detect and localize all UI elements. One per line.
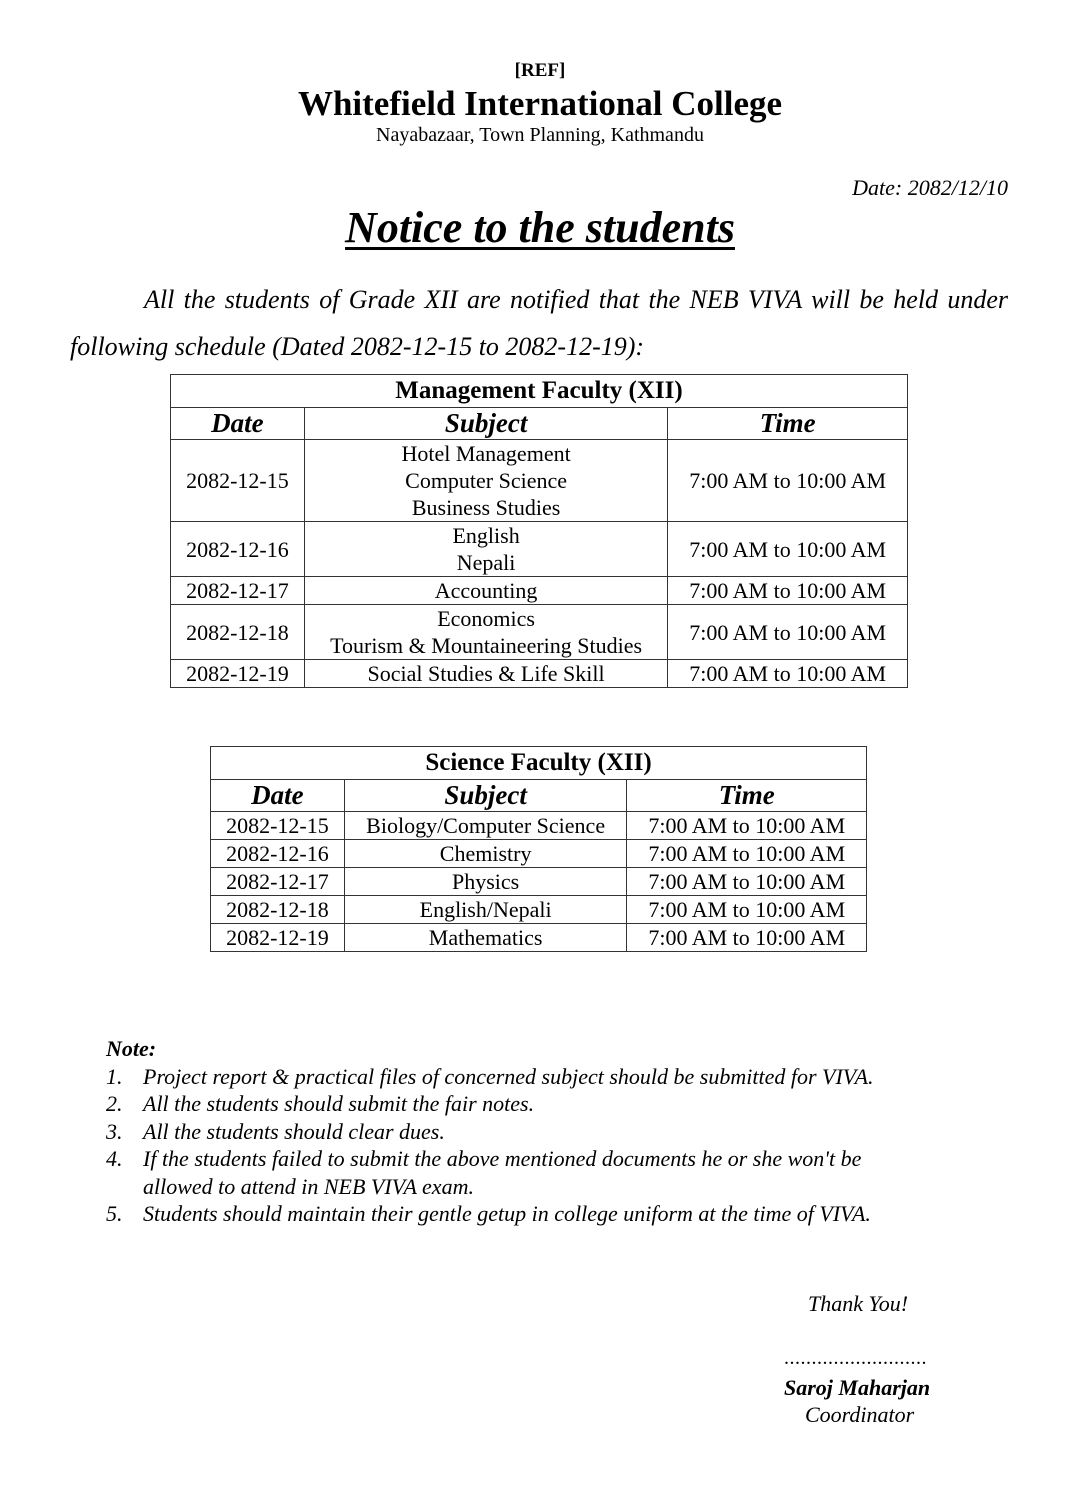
subject-line: Tourism & Mountaineering Studies — [330, 633, 643, 658]
date-cell: 2082-12-17 — [171, 577, 305, 605]
science-schedule-table — [210, 746, 867, 952]
date-cell: 2082-12-18 — [171, 605, 305, 660]
table-row — [171, 577, 908, 605]
notice-title-text: Notice to the students — [345, 203, 735, 252]
subject-line: Nepali — [456, 550, 516, 575]
column-header-time: Time — [668, 408, 908, 440]
subject-cell: Chemistry — [344, 840, 627, 868]
note-item — [106, 1145, 936, 1200]
time-cell: 7:00 AM to 10:00 AM — [668, 440, 908, 522]
note-number: 3. — [106, 1118, 123, 1144]
college-name: Whitefield International College — [297, 84, 783, 123]
note-text: If the students failed to submit the above mentioned documents he or she won't be allowed to attend in NEB VIVA exam. — [143, 1146, 862, 1199]
table-row — [171, 605, 908, 660]
subject-cell — [304, 605, 668, 660]
date-cell: 2082-12-15 — [211, 812, 345, 840]
subject-cell: Physics — [344, 868, 627, 896]
note-text: Students should maintain their gentle getup in college uniform at the time of VIVA. — [143, 1201, 871, 1226]
time-cell: 7:00 AM to 10:00 AM — [627, 840, 867, 868]
table-row — [171, 522, 908, 577]
date-cell: 2082-12-16 — [211, 840, 345, 868]
table-row — [211, 840, 867, 868]
subject-line: Business Studies — [411, 495, 561, 520]
reference-label: [REF] — [514, 60, 566, 81]
note-number: 5. — [106, 1201, 123, 1226]
note-text: All the students should submit the fair notes. — [143, 1091, 535, 1116]
date-cell: 2082-12-18 — [211, 896, 345, 924]
subject-line: English — [452, 523, 520, 548]
intro-text: All the students of Grade XII are notified that the NEB VIVA will be held under following schedule (Dated 2082-12-15 to 2082-12-19): — [70, 285, 1008, 361]
table-row — [211, 896, 867, 924]
subject-cell: English/Nepali — [344, 896, 627, 924]
subject-cell — [304, 522, 668, 577]
note-item — [106, 1118, 956, 1146]
table-row — [171, 660, 908, 688]
signatory-role: Coordinator — [805, 1402, 915, 1427]
note-number: 2. — [106, 1091, 123, 1116]
date-cell: 2082-12-19 — [171, 660, 305, 688]
time-cell: 7:00 AM to 10:00 AM — [668, 577, 908, 605]
notice-date: Date: 2082/12/10 — [852, 175, 1008, 200]
note-number: 1. — [106, 1063, 123, 1089]
table-title: Management Faculty (XII) — [171, 375, 908, 408]
note-number: 4. — [106, 1146, 123, 1171]
time-cell: 7:00 AM to 10:00 AM — [668, 522, 908, 577]
note-item — [106, 1063, 956, 1091]
subject-cell: Biology/Computer Science — [344, 812, 627, 840]
subject-line: Hotel Management — [401, 441, 571, 466]
date-cell: 2082-12-16 — [171, 522, 305, 577]
table-row — [211, 924, 867, 952]
note-item — [106, 1090, 956, 1118]
notes-section — [106, 1035, 956, 1228]
table-row — [171, 440, 908, 522]
time-cell: 7:00 AM to 10:00 AM — [627, 924, 867, 952]
subject-line: Accounting — [434, 578, 538, 603]
thank-you-text: Thank You! — [808, 1291, 909, 1316]
column-header-subject: Subject — [344, 780, 627, 812]
subject-line: Computer Science — [405, 468, 568, 493]
column-header-date: Date — [211, 780, 345, 812]
time-cell: 7:00 AM to 10:00 AM — [668, 660, 908, 688]
subject-cell — [304, 440, 668, 522]
column-header-time: Time — [627, 780, 867, 812]
column-header-date: Date — [171, 408, 305, 440]
date-cell: 2082-12-17 — [211, 868, 345, 896]
table-row — [211, 868, 867, 896]
table-row — [211, 812, 867, 840]
note-text: Project report & practical files of concerned subject should be submitted for VIVA. — [143, 1063, 874, 1089]
subject-line: Economics — [437, 606, 535, 631]
date-cell: 2082-12-15 — [171, 440, 305, 522]
column-header-subject: Subject — [304, 408, 668, 440]
subject-cell — [304, 660, 668, 688]
subject-cell: Mathematics — [344, 924, 627, 952]
time-cell: 7:00 AM to 10:00 AM — [627, 812, 867, 840]
note-item — [106, 1200, 956, 1228]
time-cell: 7:00 AM to 10:00 AM — [668, 605, 908, 660]
intro-paragraph — [70, 276, 1008, 370]
notice-title — [0, 202, 1080, 253]
note-text: All the students should clear dues. — [143, 1118, 445, 1144]
signatory-name: Saroj Maharjan — [784, 1375, 931, 1400]
time-cell: 7:00 AM to 10:00 AM — [627, 868, 867, 896]
notes-heading: Note: — [106, 1036, 157, 1061]
management-schedule-table — [170, 374, 908, 688]
college-address: Nayabazaar, Town Planning, Kathmandu — [376, 124, 704, 146]
time-cell: 7:00 AM to 10:00 AM — [627, 896, 867, 924]
subject-cell — [304, 577, 668, 605]
date-cell: 2082-12-19 — [211, 924, 345, 952]
subject-line: Social Studies & Life Skill — [367, 661, 605, 686]
table-title: Science Faculty (XII) — [211, 747, 867, 780]
signature-line: .......................... — [784, 1347, 927, 1369]
